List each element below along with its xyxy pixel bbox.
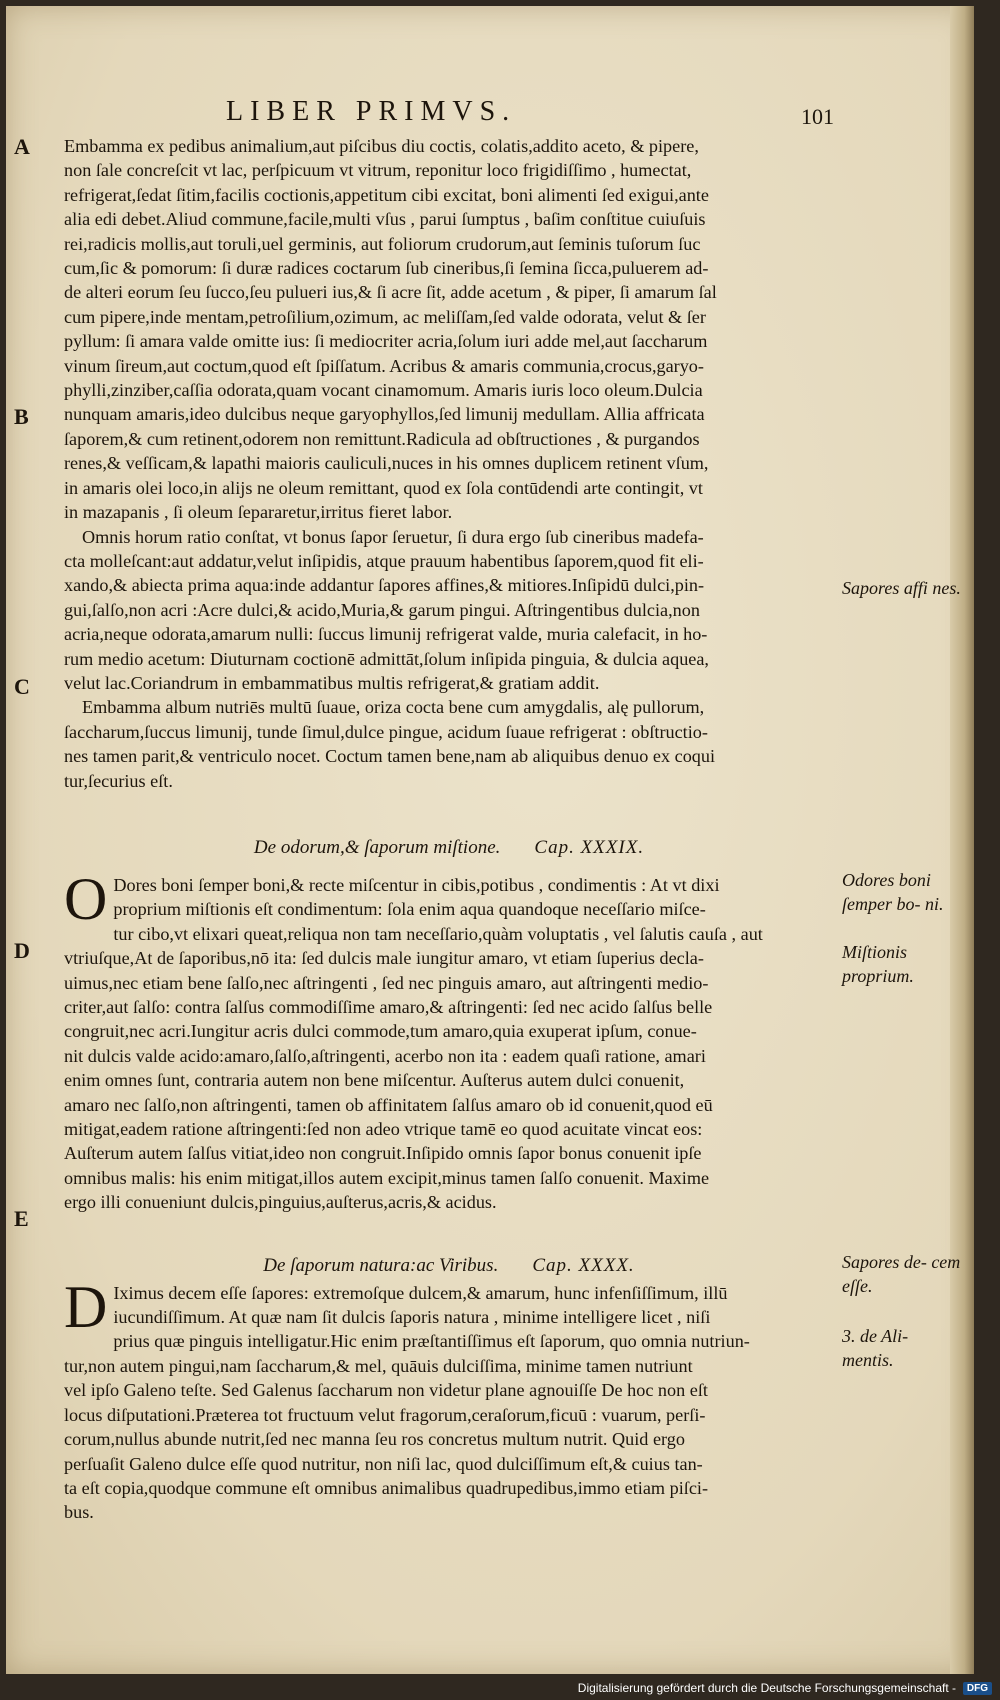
text-line: Dores boni ſemper boni,& recte miſcentur in cibis,potibus , condimentis : At vt dixi bbox=[113, 874, 720, 895]
text-line: vel ipſo Galeno teſte. Sed Galenus ſaccharum non videtur plane agnouiſſe De hoc non eſt bbox=[64, 1380, 708, 1401]
text-line: Auſterum autem ſalſus vitiat,ideo non congruit.Inſipido omnis ſapor bonus conuenit ipſe bbox=[64, 1143, 702, 1164]
text-line: omnibus malis: his enim mitigat,illos autem excipit,minus tamen ſalſo conuenit. Maxime bbox=[64, 1167, 710, 1188]
text-line: non ſale concreſcit vt lac, perſpicuum vt vitrum, reponitur loco frigidiſſimo , humectat, bbox=[64, 160, 692, 181]
margin-note-de-alimentis: 3. de Ali- mentis. bbox=[842, 1326, 909, 1370]
paragraph-omnis-horum bbox=[64, 525, 834, 696]
text-line: tur,ſecurius eſt. bbox=[64, 770, 173, 791]
paragraph-embamma-album bbox=[64, 695, 834, 793]
text-line: alia edi debet.Aliud commune,facile,multi vſus , parui ſumptus , baſim conſtitue cuiuſuis bbox=[64, 209, 706, 230]
section-letter-a: A bbox=[14, 134, 30, 159]
text-line: xando,& abiecta prima aqua:inde addantur ſapores affines,& mitiores.Inſipidū dulci,pin- bbox=[64, 575, 705, 596]
text-line: nunquam amaris,ideo dulcibus neque garyophyllos,ſed limunij medullam. Allia affricata bbox=[64, 404, 705, 425]
text-line: vtriuſque,At de ſaporibus,nō ita: ſed dulcis male iungitur amaro, vt etiam ſuperius decla- bbox=[64, 948, 704, 969]
text-line: refrigerat,ſedat ſitim,facilis coctionis,appetitum cibi excitat, boni alimenti ſed exigui,ante bbox=[64, 184, 709, 205]
text-line: renes,& veſſicam,& lapathi maioris cauliculi,nuces in his omnes duplicem retinent vſum, bbox=[64, 453, 709, 474]
chapter-39-title: De odorum,& ſaporum miſtione. bbox=[253, 836, 501, 858]
text-line: cum,ſic & pomorum: ſi duræ radices coctarum ſub cineribus,ſi ſemina ſicca,puluerem ad- bbox=[64, 258, 709, 279]
text-line: mitigat,eadem ratione aſtringenti:ſed non adeo vtrique tamē eo quod acuitate vincat eos: bbox=[64, 1119, 703, 1140]
chapter-40-number: Cap. XXXX. bbox=[532, 1254, 635, 1276]
chapter-40-title: De ſaporum natura:ac Viribus. bbox=[263, 1254, 499, 1276]
drop-cap-o: O bbox=[64, 865, 108, 932]
text-line: acria,neque odorata,amarum nulli: ſuccus limunij refrigerat valde, muria calefacit, in ho- bbox=[64, 624, 708, 645]
text-line: pyllum: ſi amara valde omitte ius: ſi mediocriter acria,ſolum iuri adde mel,aut ſaccharum bbox=[64, 331, 708, 352]
text-line: vinum ſireum,aut coctum,quod eſt ſpiſſatum. Acribus & amaris communia,crocus,garyo- bbox=[64, 355, 704, 376]
text-line: in mazapanis , ſi oleum ſepararetur,irritus fieret labor. bbox=[64, 502, 453, 523]
page-number: 101 bbox=[801, 104, 834, 129]
book-page bbox=[6, 6, 974, 1674]
section-letter-c: C bbox=[14, 674, 30, 699]
text-line: ergo illi conueniunt dulcis,pinguius,auſterus,acris,& acidus. bbox=[64, 1192, 497, 1213]
text-line: Embamma album nutriēs multū ſuaue, oriza cocta bene cum amygdalis, alę pullorum, bbox=[82, 697, 705, 718]
text-line: ſaporem,& cum retinent,odorem non remittunt.Radicula ad obſtructiones , & purgandos bbox=[64, 428, 700, 449]
page-edge bbox=[950, 6, 974, 1674]
section-letter-e: E bbox=[14, 1206, 29, 1231]
text-line: enim omnes ſunt, contraria autem non bene miſcentur. Auſterus autem dulci conuenit, bbox=[64, 1070, 685, 1091]
text-line: tur cibo,vt elixari queat,reliqua non tam neceſſario,quàm voluptatis , vel ſalutis cauſa , aut bbox=[113, 923, 763, 944]
paragraph-embamma bbox=[64, 134, 834, 525]
text-line: congruit,nec acri.Iungitur acris dulci commode,tum amaro,quia exuperat ipſum, conue- bbox=[64, 1021, 697, 1042]
chapter-39-heading bbox=[64, 837, 834, 859]
text-line: nit dulcis valde acido:amaro,ſalſo,aſtringenti, acerbo non ita : eadem quaſi ratione, amari bbox=[64, 1045, 706, 1066]
text-line: criter,aut ſalſo: contra ſalſus commodiſſime amaro,& aſtringenti: ſed nec acido ſalſus belle bbox=[64, 997, 713, 1017]
text-line: Omnis horum ratio conſtat, vt bonus ſapor ſeruetur, ſi dura ergo ſub cineribus madefa- bbox=[82, 526, 704, 547]
chapter-39-body bbox=[64, 865, 834, 1215]
chapter-40-body bbox=[64, 1273, 834, 1525]
text-line: ſaccharum,ſuccus limunij, tunde ſimul,dulce pingue, acidum ſuaue refrigerat : obſtructio- bbox=[64, 721, 708, 742]
text-line: tur,non autem pingui,nam ſaccharum,& mel, quāuis dulciſſima, minime tamen nutriunt bbox=[64, 1355, 693, 1376]
text-line: bus. bbox=[64, 1502, 94, 1523]
text-line: gui,ſalſo,non acri :Acre dulci,& acido,Muria,& garum pingui. Aſtringentibus dulcia,non bbox=[64, 599, 700, 620]
section-letter-d: D bbox=[14, 938, 30, 963]
text-line: nes tamen parit,& ventriculo nocet. Coctum tamen bene,nam ab aliquibus denuo ex coqui bbox=[64, 746, 716, 767]
dfg-logo: DFG bbox=[963, 1682, 992, 1695]
margin-note-sapores-decem: Sapores de- cem eſſe. bbox=[842, 1252, 961, 1296]
text-line: corum,nullus abunde nutrit,ſed nec manna ſeu ros concretus multum nutrit. Quid ergo bbox=[64, 1429, 685, 1450]
text-line: uimus,nec etiam bene ſalſo,nec aſtringenti , ſed nec pinguis amaro, aut aſtringenti medio- bbox=[64, 972, 709, 993]
text-line: in amaris olei loco,in alijs ne oleum remittant, quod ex ſola contūdendi arte contingit, vt bbox=[64, 477, 703, 498]
running-title: LIBER PRIMVS. bbox=[226, 96, 517, 127]
text-line: rei,radicis mollis,aut toruli,uel germinis, aut foliorum crudorum,aut ſeminis tuſorum ſuc bbox=[64, 233, 701, 254]
drop-cap-d: D bbox=[64, 1273, 108, 1340]
text-line: de alteri eorum ſeu ſucco,ſeu pulueri ius,& ſi acre ſit, adde acetum , & piper, ſi amarum ſal bbox=[64, 282, 717, 303]
text-line: locus diſputationi.Præterea tot fructuum velut fragorum,ceraſorum,ficuū : vuarum, perſi- bbox=[64, 1404, 706, 1425]
text-line: cta molleſcant:aut addatur,velut inſipidis, atque prauum habentibus ſaporem,quod fit eli- bbox=[64, 550, 704, 571]
page-header bbox=[106, 96, 834, 132]
text-line: perſuaſit Galeno dulce eſſe quod nutritur, non niſi lac, quod dulciſſimum eſt,& cuius tan- bbox=[64, 1453, 703, 1474]
chapter-39-number: Cap. XXXIX. bbox=[534, 836, 645, 858]
text-line: Embamma ex pedibus animalium,aut piſcibus diu coctis, colatis,addito aceto, & pipere, bbox=[64, 136, 699, 156]
main-text bbox=[64, 134, 834, 1525]
chapter-40-heading bbox=[64, 1255, 834, 1277]
text-line: iucundiſſimum. At quæ nam ſit dulcis ſaporis natura , minime intelligere licet , niſi bbox=[113, 1307, 711, 1328]
text-line: prius quæ pinguis intelligatur.Hic enim præſtantiſſimus eſt ſaporum, quo omnia nutriun- bbox=[113, 1331, 750, 1352]
text-line: velut lac.Coriandrum in embammatibus multis refrigerat,& gratiam addit. bbox=[64, 672, 600, 693]
section-letter-b: B bbox=[14, 404, 29, 429]
margin-note-sapores-affines: Sapores affi nes. bbox=[842, 578, 961, 598]
text-line: cum pipere,inde mentam,petroſilium,ozimum, ac meliſſam,ſed valde odorata, velut & ſer bbox=[64, 306, 706, 327]
margin-note-odores-boni: Odores boni ſemper bo- ni. bbox=[842, 870, 944, 914]
funding-credit: Digitalisierung gefördert durch die Deutsche Forschungsgemeinschaft - bbox=[577, 1681, 956, 1695]
text-line: rum medio acetum: Diuturnam coctionē admittāt,ſolum inſipida pinguia, & dulcia aquea, bbox=[64, 648, 709, 669]
text-line: Iximus decem eſſe ſapores: extremoſque dulcem,& amarum, hunc infenſiſſimum, illū bbox=[113, 1282, 728, 1303]
margin-note-mistionis: Miſtionis proprium. bbox=[842, 942, 914, 986]
text-line: phylli,zinziber,caſſia odorata,quam vocant cinamomum. Amaris iuris loco oleum.Dulcia bbox=[64, 380, 703, 401]
footer-bar bbox=[0, 1674, 1000, 1700]
text-line: ta eſt copia,quodque commune eſt omnibus animalibus quadrupedibus,immo etiam piſci- bbox=[64, 1477, 709, 1498]
text-line: amaro nec ſalſo,non aſtringenti, tamen ob affinitatem ſalſus amaro ob id conuenit,quod eū bbox=[64, 1094, 713, 1115]
text-line: proprium miſtionis eſt condimentum: ſola enim aqua quandoque neceſſario miſce- bbox=[113, 899, 706, 920]
